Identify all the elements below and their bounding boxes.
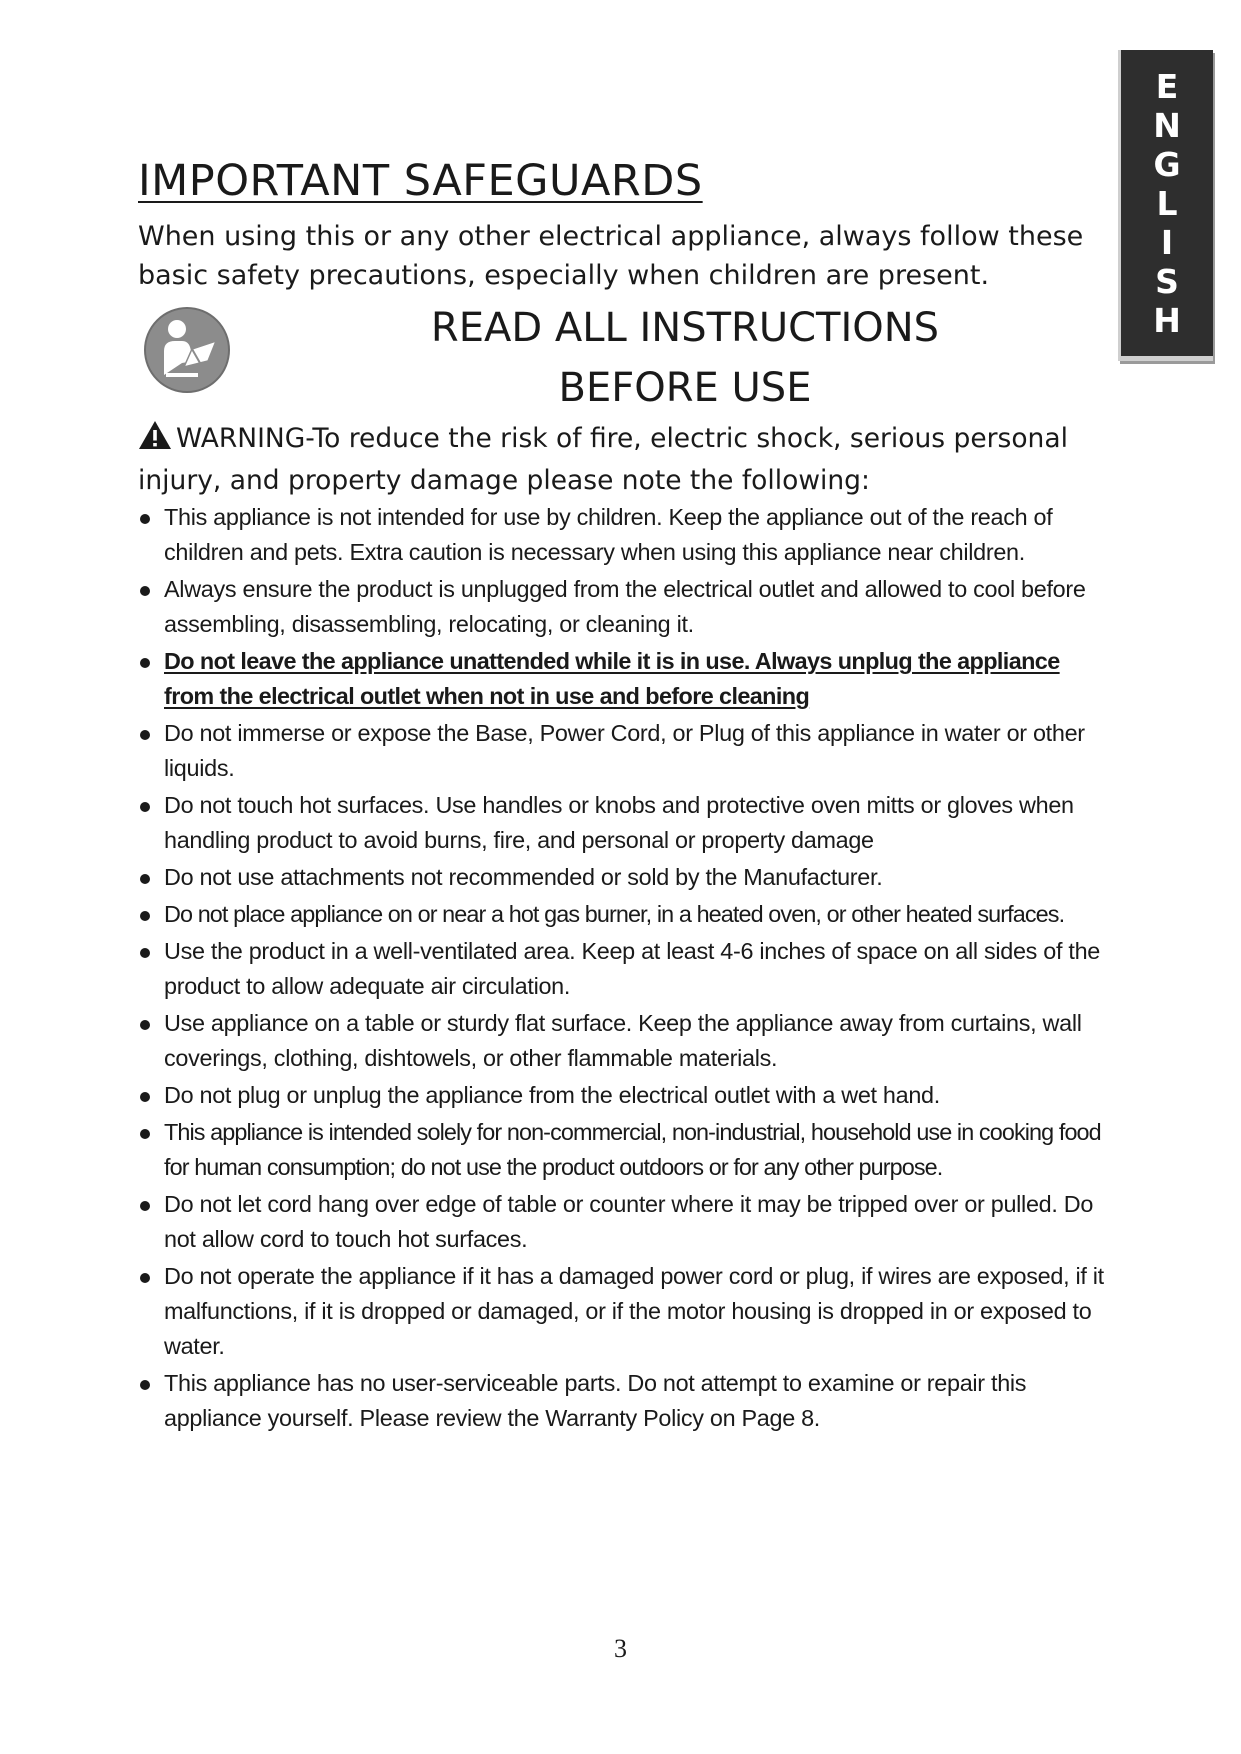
list-item-text: Use appliance on a table or sturdy flat surface. Keep the appliance away from curtains, wall coverings, clothing, dishtowels, or other flammable materials. [164, 1010, 1082, 1071]
language-tab-letter: S [1155, 261, 1179, 301]
page-title: IMPORTANT SAFEGUARDS [138, 156, 703, 206]
list-item-text: Use the product in a well-ventilated area. Keep at least 4-6 inches of space on all sides of the product to allow adequate air circulation. [164, 938, 1100, 999]
list-item-text: Do not immerse or expose the Base, Power Cord, or Plug of this appliance in water or other liquids. [164, 720, 1085, 781]
list-item [138, 897, 1113, 932]
list-item-text: This appliance is intended solely for non-commercial, non-industrial, household use in cooking food for human consumption; do not use the product outdoors or for any other purpose. [164, 1119, 1101, 1180]
list-item-text: Do not place appliance on or near a hot gas burner, in a heated oven, or other heated surfaces. [164, 901, 1065, 927]
list-item-text: Do not plug or unplug the appliance from the electrical outlet with a wet hand. [164, 1082, 940, 1108]
bullet-icon [140, 911, 150, 921]
page-number: 3 [614, 1634, 627, 1663]
warning-triangle-icon [138, 420, 172, 450]
language-tab-letter: I [1160, 222, 1174, 262]
list-item-text: Do not operate the appliance if it has a damaged power cord or plug, if wires are exposed, if it malfunctions, if it is dropped or damaged, or if the motor housing is dropped in or exposed to water. [164, 1263, 1104, 1359]
language-tab-letter: E [1155, 66, 1179, 106]
bullet-icon [140, 658, 150, 668]
list-item-text: Do not use attachments not recommended or sold by the Manufacturer. [164, 864, 883, 890]
bullet-icon [140, 1092, 150, 1102]
bullet-icon [140, 1201, 150, 1211]
language-tab-letter: N [1153, 105, 1181, 145]
list-item [138, 860, 1113, 895]
list-item [138, 1366, 1113, 1436]
read-instructions-heading [360, 298, 1010, 418]
read-heading-line: BEFORE USE [558, 365, 812, 411]
read-heading-line: READ ALL INSTRUCTIONS [430, 305, 940, 351]
list-item-emphasized [138, 644, 1113, 714]
list-item [138, 500, 1113, 570]
list-item [138, 572, 1113, 642]
language-tab [1118, 50, 1213, 361]
warning-paragraph [138, 418, 1098, 502]
list-item [138, 1115, 1113, 1185]
list-item-text: Do not leave the appliance unattended while it is in use. Always unplug the appliance from the electrical outlet when not in use and before cleaning [164, 648, 1060, 709]
bullet-icon [140, 948, 150, 958]
list-item-text: This appliance is not intended for use by children. Keep the appliance out of the reach of children and pets. Extra caution is necessary when using this appliance near children. [164, 504, 1053, 565]
bullet-icon [140, 1273, 150, 1283]
list-item [138, 1187, 1113, 1257]
bullet-icon [140, 730, 150, 740]
warning-text: WARNING-To reduce the risk of fire, electric shock, serious personal injury, and property damage please note the following: [138, 423, 1068, 496]
language-tab-letter: H [1153, 300, 1181, 340]
read-manual-icon [142, 305, 232, 395]
list-item [138, 1078, 1113, 1113]
bullet-icon [140, 1020, 150, 1030]
list-item [138, 1006, 1113, 1076]
bullet-icon [140, 586, 150, 596]
language-tab-letter: G [1153, 144, 1181, 184]
intro-paragraph: When using this or any other electrical appliance, always follow these basic safety precautions, especially when children are present. [138, 221, 1084, 291]
bullet-icon [140, 514, 150, 524]
bullet-icon [140, 874, 150, 884]
language-tab-letter: L [1156, 183, 1178, 223]
safety-list [138, 500, 1113, 1438]
list-item [138, 934, 1113, 1004]
list-item-text: Always ensure the product is unplugged from the electrical outlet and allowed to cool before assembling, disassembling, relocating, or cleaning it. [164, 576, 1086, 637]
list-item-text: Do not let cord hang over edge of table or counter where it may be tripped over or pulled. Do not allow cord to touch hot surfaces. [164, 1191, 1094, 1252]
bullet-icon [140, 1129, 150, 1139]
list-item [138, 1259, 1113, 1364]
list-item-text: Do not touch hot surfaces. Use handles or knobs and protective oven mitts or gloves when handling product to avoid burns, fire, and personal or property damage [164, 792, 1074, 853]
list-item-text: This appliance has no user-serviceable parts. Do not attempt to examine or repair this appliance yourself. Please review the Warranty Policy on Page 8. [164, 1370, 1027, 1431]
bullet-icon [140, 802, 150, 812]
list-item [138, 716, 1113, 786]
bullet-icon [140, 1380, 150, 1390]
list-item [138, 788, 1113, 858]
